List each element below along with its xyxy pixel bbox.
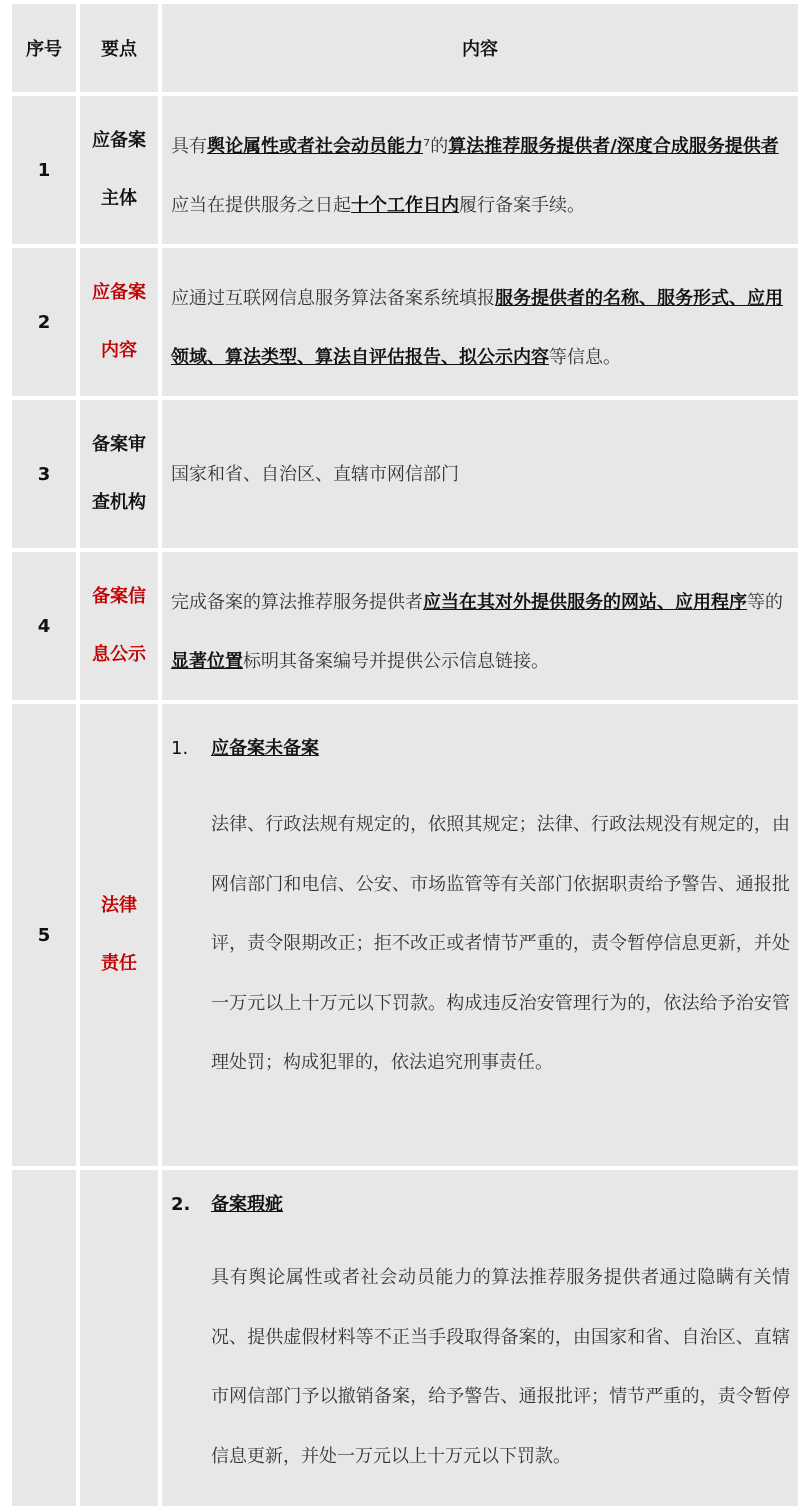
row-content xyxy=(162,400,798,548)
row-content xyxy=(162,248,798,396)
list-item-heading xyxy=(171,1190,283,1220)
row-number-empty xyxy=(12,1170,76,1506)
row-content-text xyxy=(171,573,786,691)
plain-text: 等信息。 xyxy=(549,347,621,368)
row-key-cell xyxy=(80,552,158,700)
row-key-cell xyxy=(80,96,158,244)
row-key-line: 内容 xyxy=(101,340,137,361)
plain-text: 完成备案的算法推荐服务提供者 xyxy=(171,592,423,613)
row-number: 4 xyxy=(12,552,76,700)
row-key-line: 主体 xyxy=(101,188,137,209)
emphasis-text: 十个工作日内 xyxy=(351,195,459,216)
row-key-cell xyxy=(80,704,158,1166)
header-cell-index: 序号 xyxy=(12,4,76,92)
table-row xyxy=(12,400,798,548)
row-key-cell xyxy=(80,400,158,548)
row-content xyxy=(162,1170,798,1506)
plain-text: 应当在提供服务之日起 xyxy=(171,195,351,216)
row-number: 5 xyxy=(12,704,76,1166)
row-key-line: 法律 xyxy=(101,895,137,916)
row-content xyxy=(162,96,798,244)
row-key-line: 查机构 xyxy=(92,492,146,513)
plain-text: 应通过互联网信息服务算法备案系统填报 xyxy=(171,288,495,309)
table-row xyxy=(12,552,798,700)
list-item-number: 2. xyxy=(171,1194,191,1215)
row-key-empty xyxy=(80,1170,158,1506)
row-key-cell xyxy=(80,248,158,396)
table-row xyxy=(12,704,798,1166)
plain-text: 标明其备案编号并提供公示信息链接。 xyxy=(243,651,549,672)
row-content xyxy=(162,552,798,700)
table-header-row xyxy=(12,4,798,92)
row-content-text xyxy=(171,269,786,387)
plain-text: 具有 xyxy=(171,136,207,157)
list-item-number: 1. xyxy=(171,738,189,759)
row-key-line: 备案审 xyxy=(92,434,146,455)
row-key-line: 责任 xyxy=(101,953,137,974)
row-number: 1 xyxy=(12,96,76,244)
list-item-title: 备案瑕疵 xyxy=(211,1194,283,1215)
table-row xyxy=(12,96,798,244)
header-cell-point: 要点 xyxy=(80,4,158,92)
row-content xyxy=(162,704,798,1166)
emphasis-text: 算法推荐服务提供者/深度合成服务提供者 xyxy=(448,136,779,157)
row-key-line: 应备案 xyxy=(92,130,146,151)
row-key-line: 息公示 xyxy=(92,644,146,665)
emphasis-text: 显著位置 xyxy=(171,651,243,672)
emphasis-text: 应当在其对外提供服务的网站、应用程序 xyxy=(423,592,747,613)
row-content-text xyxy=(171,445,459,504)
list-item-title: 应备案未备案 xyxy=(211,738,319,759)
row-content-text xyxy=(171,117,786,235)
plain-text: 等的 xyxy=(747,592,783,613)
plain-text: 履行备案手续。 xyxy=(459,195,585,216)
emphasis-text: 服务提供者的名称、服务形式、应用领域、算法类型、算法自评估报告、拟公示内容 xyxy=(171,288,783,368)
row-key-line: 备案信 xyxy=(92,586,146,607)
emphasis-text: 舆论属性或者社会动员能力 xyxy=(207,136,423,157)
list-item-body: 具有舆论属性或者社会动员能力的算法推荐服务提供者通过隐瞒有关情况、提供虚假材料等不正当手段取得备案的，由国家和省、自治区、直辖市网信部门予以撤销备案，给予警告、通报批评；情节严重的，责令暂停信息更新，并处一万元以上十万元以下罚款。 xyxy=(211,1267,790,1467)
plain-text: ⁷的 xyxy=(423,136,449,157)
row-number: 3 xyxy=(12,400,76,548)
list-item-heading xyxy=(171,734,319,764)
row-key-line: 应备案 xyxy=(92,282,146,303)
table-row xyxy=(12,248,798,396)
table-row xyxy=(12,1170,798,1506)
header-cell-content: 内容 xyxy=(162,4,798,92)
plain-text: 国家和省、自治区、直辖市网信部门 xyxy=(171,463,459,485)
row-number: 2 xyxy=(12,248,76,396)
list-item-body: 法律、行政法规有规定的，依照其规定；法律、行政法规没有规定的，由网信部门和电信、公安、市场监管等有关部门依据职责给予警告、通报批评，责令限期改正；拒不改正或者情节严重的，责令暂停信息更新，并处一万元以上十万元以下罚款。构成违反治安管理行为的，依法给予治安管理处罚；构成犯罪的，依法追究刑事责任。 xyxy=(211,814,790,1073)
